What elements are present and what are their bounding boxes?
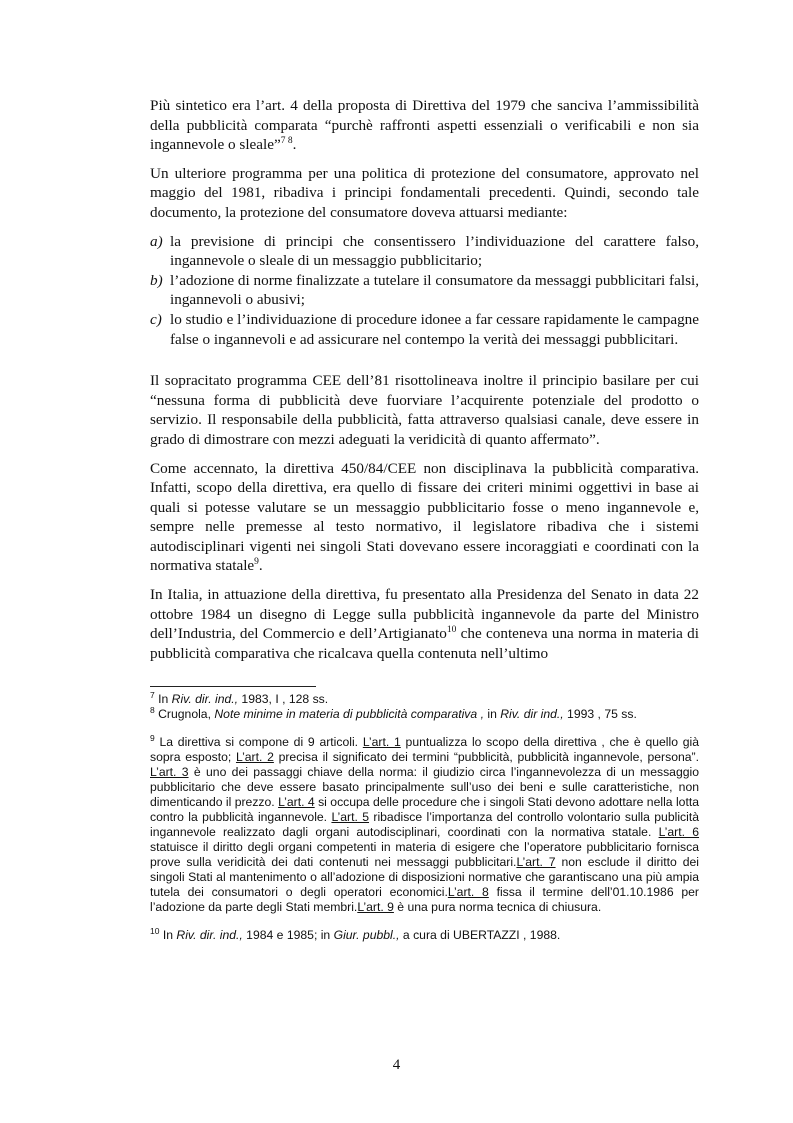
footnote-separator — [150, 686, 316, 687]
page-number: 4 — [392, 1057, 401, 1073]
art-7-ref: L’art. 7 — [516, 855, 556, 869]
paragraph-5: In Italia, in attuazione della direttiva, fu presentato alla Presidenza del Senato in data 22 ottobre 1984 un disegno di Legge sulla pubblicità ingannevole da parte del Ministro dell’Industria, del Commercio e dell’Artigianato$^{10}$ che conteneva una norma in materia di pubblicità comparativa che ricalcava quella contenuta nell’ultimo — [150, 586, 699, 662]
art-1-ref: L’art. 1 — [362, 735, 401, 749]
art-2-ref: L’art. 2 — [235, 750, 274, 764]
list-item-a: a) la previsione di principi che consentissero l’individuazione del carattere falso, ingannevole o sleale di un messaggio pubblicitario; — [150, 232, 699, 270]
art-6-ref: L’art. 6 — [658, 825, 700, 839]
art-8-ref: L’art. 8 — [447, 885, 489, 899]
list-item-c: c) lo studio e l’individuazione di procedure idonee a far cessare rapidamente le campagne false o ingannevoli e ad assicurare nel contempo la verità dei messaggi pubblicitari. — [150, 310, 699, 348]
footnote-8: $^8$ Crugnola, Note minime in materia di pubblicità comparativa , in Riv. dir ind., 1993 , 75 ss. — [150, 704, 637, 721]
paragraph-2: Un ulteriore programma per una politica di protezione del consumatore, approvato nel maggio del 1981, ribadiva i principi fondamentali precedenti. Quindi, secondo tale documento, la protezione del consumatore doveva attuarsi mediante: — [150, 164, 699, 221]
paragraph-3: Il sopracitato programma CEE dell’81 risottolineava inoltre il principio basilare per cui “nessuna forma di pubblicità deve fuorviare l’acquirente potenziale del prodotto o servizio. Il responsabile della pubblicità, fatta attraverso qualsiasi canale, deve essere in grado di dimostrare con mezzi adeguati la veridicità di quanto affermato”. — [150, 372, 699, 448]
footnote-10: $^{10}$ In Riv. dir. ind., 1984 e 1985; in Giur. pubbl., a cura di UBERTAZZI , 1988. — [150, 925, 561, 942]
art-4-ref: L’art. 4 — [278, 795, 315, 809]
footnote-ref-9: 9 — [254, 557, 259, 568]
footnote-ref-10: 10 — [446, 625, 457, 636]
paragraph-4: Come accennato, la direttiva 450/84/CEE non disciplinava la pubblicità comparativa. Infatti, scopo della direttiva, era quello di fissare dei criteri minimi oggettivi in base ai quali si potesse valutare se un messaggio pubblicitario fosse o meno ingannevole e, sempre nelle premesse al testo normativo, il legislatore ribadiva che i sistemi autodisciplinari vigenti nei singoli Stati dovevano essere incoraggiati e coordinati con la normativa statale$^9$. — [150, 459, 699, 575]
main-text — [150, 96, 699, 672]
footnote-7: $^7$ In Riv. dir. ind., 1983, I , 128 ss. — [150, 689, 329, 706]
list-item-b: b) l’adozione di norme finalizzate a tutelare il consumatore da messaggi pubblicitari falsi, ingannevoli o abusivi; — [150, 271, 699, 309]
footnotes — [150, 689, 700, 943]
art-5-ref: L’art. 5 — [331, 810, 370, 824]
measures-list — [150, 232, 699, 350]
art-3-ref: L’art. 3 — [150, 765, 189, 779]
footnote-9: $^9$ La direttiva si compone di 9 articoli. L’art. 1 puntualizza lo scopo della direttiva , che è quello già sopra esposto; L’art. 2 precisa il significato dei termini “pubblicità, pubblicità ingannevole, persona”. L’art. 3 è uno dei passaggi chiave della norma: il giudizio circa l’ingannevolezza di un messaggio pubblicitario che deve essere basato principalmente sull’uso dei beni e sulle caratteristiche, non dimenticando il prezzo. L’art. 4 si occupa delle procedure che i singoli Stati devono adottare nella lotta contro la pubblicità ingannevole. L’art. 5 ribadisce l’importanza del controllo volontario sulla publicità ingannevole realizzato dagli organi autodisciplinari, coordinati con la normativa statale. L’art. 6 statuisce il diritto degli organi competenti in materia di esigere che l’operatore pubblicitario fornisca prove sulla veridicità dei dati contenuti nei messaggi pubblicitari.L’art. 7 non esclude il diritto dei singoli Stati al mantenimento o all’adozione di disposizioni normative che garantiscano una più ampia tutela dei consumatori o degli operatori economici.L’art. 8 fissa il termine dell’01.10.1986 per l’adozione da parte degli Stati membri.L’art. 9 è una pura norma tecnica di chiusura. — [150, 732, 700, 914]
art-9-ref: L’art. 9 — [357, 900, 394, 914]
paragraph-1: Più sintetico era l’art. 4 della proposta di Direttiva del 1979 che sanciva l’ammissibilità della pubblicità comparata “purchè raffronti aspetti essenziali o verificabili e non sia ingannevole o sleale”$^{7 8}$. — [150, 97, 699, 154]
footnote-ref-7-8: 7 8 — [280, 136, 293, 147]
